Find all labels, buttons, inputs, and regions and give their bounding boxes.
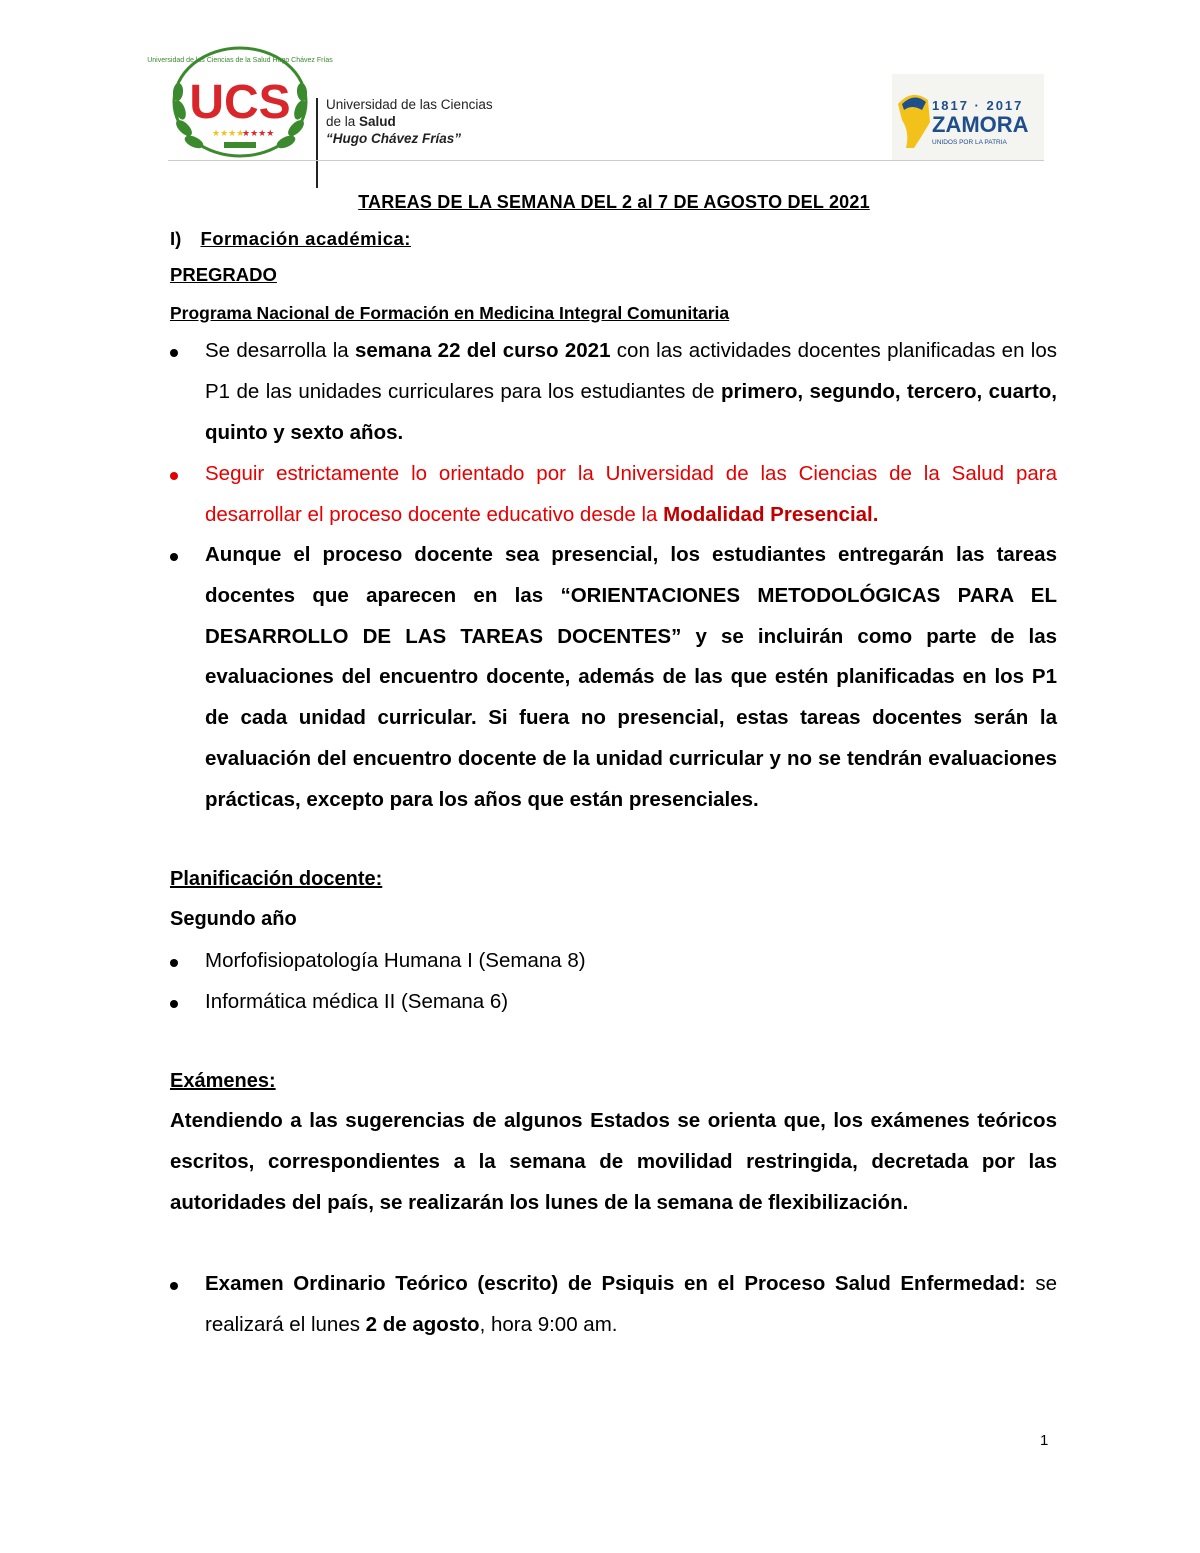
zamora-tagline: UNIDOS POR LA PATRIA	[932, 139, 1007, 146]
bullet-icon	[170, 472, 178, 480]
zamora-bicentenary-logo	[892, 74, 1044, 160]
bullet-text: Aunque el proceso docente sea presencial, los estudiantes entregarán las tareas docentes que aparecen en las “ORIENTACIONES METODOLÓGICAS PARA EL DESARROLLO DE LAS TAREAS DOCENTES” y se incluirán como parte de las evaluaciones del encuentro docente, además de las que estén planificadas en los P1 de cada unidad curricular. Si fuera no presencial, estas tareas docentes serán la evaluación del encuentro docente de la unidad curricular y no se tendrán evaluaciones prácticas, excepto para los años que están presenciales.	[205, 543, 1057, 811]
section-heading	[170, 228, 411, 250]
svg-text:★★★★: ★★★★	[242, 129, 275, 139]
document-title: TAREAS DE LA SEMANA DEL 2 al 7 DE AGOSTO DEL 2021	[358, 192, 870, 212]
ucs-logo	[147, 40, 333, 158]
bullet-text: Seguir estrictamente lo orientado por la Universidad de las Ciencias de la Salud para desarrollar el proceso docente educativo desde la Modalidad Presencial.	[205, 462, 1057, 526]
bullet-icon	[170, 1282, 178, 1290]
bullet-icon	[170, 349, 178, 357]
bullet-text: Se desarrolla la semana 22 del curso 2021 con las actividades docentes planificadas en los P1 de las unidades curriculares para los estudiantes de primero, segundo, tercero, cuarto, quinto y sexto años.	[205, 339, 1058, 444]
ucs-logo-text: UCS	[189, 76, 291, 129]
pregrado-heading: PREGRADO	[170, 264, 277, 285]
examenes-heading: Exámenes:	[170, 1070, 276, 1092]
bullet-icon	[170, 959, 178, 967]
page-number: 1	[1040, 1432, 1049, 1449]
bullet-text: Informática médica II (Semana 6)	[205, 990, 509, 1013]
program-heading: Programa Nacional de Formación en Medicina Integral Comunitaria	[170, 303, 730, 323]
section-title: Formación académica:	[200, 228, 411, 249]
examenes-paragraph: Atendiendo a las sugerencias de algunos Estados se orienta que, los exámenes teóricos escritos, correspondientes a la semana de movilidad restringida, decretada por las autoridades del país, se realizarán los lunes de la semana de flexibilización.	[170, 1109, 1057, 1214]
section-number: I)	[170, 228, 182, 249]
planificacion-heading: Planificación docente:	[170, 868, 383, 890]
bullet-icon	[170, 553, 178, 561]
ucs-logo-ring-text: Universidad de las Ciencias de la Salud Hugo Chávez Frías	[147, 57, 333, 64]
zamora-years: 1817 · 2017	[932, 98, 1024, 113]
svg-text:★★★★: ★★★★	[212, 129, 245, 139]
bullet-text: Morfofisiopatología Humana I (Semana 8)	[205, 949, 586, 972]
bullet-text: Examen Ordinario Teórico (escrito) de Psiquis en el Proceso Salud Enfermedad: se realizará el lunes 2 de agosto, hora 9:00 am.	[205, 1272, 1057, 1336]
university-line2: de la Salud	[326, 114, 396, 129]
university-name	[326, 96, 493, 147]
letterhead	[147, 40, 1044, 162]
logo-divider	[316, 98, 318, 188]
university-line1: Universidad de las Ciencias	[326, 97, 493, 112]
bullet-icon	[170, 1000, 178, 1008]
year-heading: Segundo año	[170, 908, 297, 930]
university-line3: “Hugo Chávez Frías”	[326, 131, 462, 146]
zamora-name: ZAMORA	[932, 112, 1029, 137]
header-rule	[168, 160, 1044, 161]
